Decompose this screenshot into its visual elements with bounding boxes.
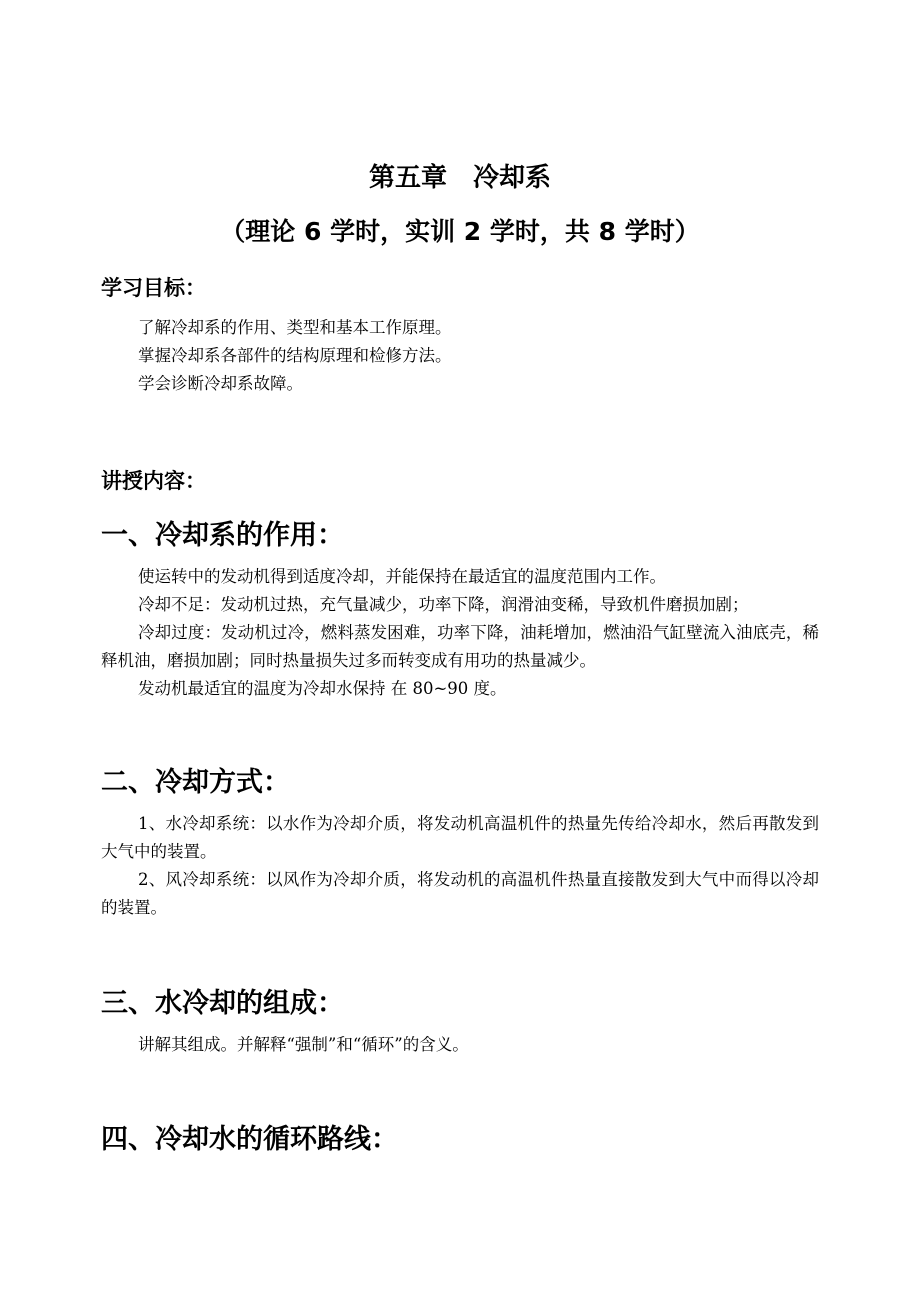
objectives-heading: 学习目标：	[101, 276, 206, 300]
content-heading: 讲授内容：	[101, 469, 206, 493]
section-paragraph: 2、风冷却系统：以风作为冷却介质，将发动机的高温机件热量直接散发到大气中而得以冷却的装置。	[101, 870, 819, 917]
chapter-subtitle: （理论 6 学时，实训 2 学时，共 8 学时）	[220, 217, 700, 246]
objective-item: 了解冷却系的作用、类型和基本工作原理。	[138, 318, 452, 337]
section-heading-circulation: 四、冷却水的循环路线：	[101, 1124, 398, 1155]
section-heading-methods: 二、冷却方式：	[101, 767, 290, 798]
chapter-title: 第五章 冷却系	[368, 163, 551, 193]
section-paragraph: 冷却过度：发动机过冷，燃料蒸发困难，功率下降，油耗增加，燃油沿气缸壁流入油底壳，稀释机油，磨损加剧；同时热量损失过多而转变成有用功的热量减少。	[101, 623, 819, 670]
objective-item: 学会诊断冷却系故障。	[138, 374, 303, 393]
section-paragraph: 发动机最适宜的温度为冷却水保持 在 80~90 度。	[138, 679, 507, 698]
section-paragraph: 1、水冷却系统：以水作为冷却介质，将发动机高温机件的热量先传给冷却水，然后再散发到大气中的装置。	[101, 814, 819, 861]
section-paragraph: 使运转中的发动机得到适度冷却，并能保持在最适宜的温度范围内工作。	[138, 567, 666, 586]
objective-item: 掌握冷却系各部件的结构原理和检修方法。	[138, 346, 452, 365]
section-paragraph: 讲解其组成。并解释“强制”和“循环”的含义。	[138, 1035, 469, 1054]
section-heading-composition: 三、水冷却的组成：	[101, 988, 344, 1019]
section-paragraph: 冷却不足：发动机过热，充气量减少，功率下降，润滑油变稀，导致机件磨损加剧；	[138, 595, 749, 614]
section-heading-function: 一、冷却系的作用：	[101, 520, 344, 551]
